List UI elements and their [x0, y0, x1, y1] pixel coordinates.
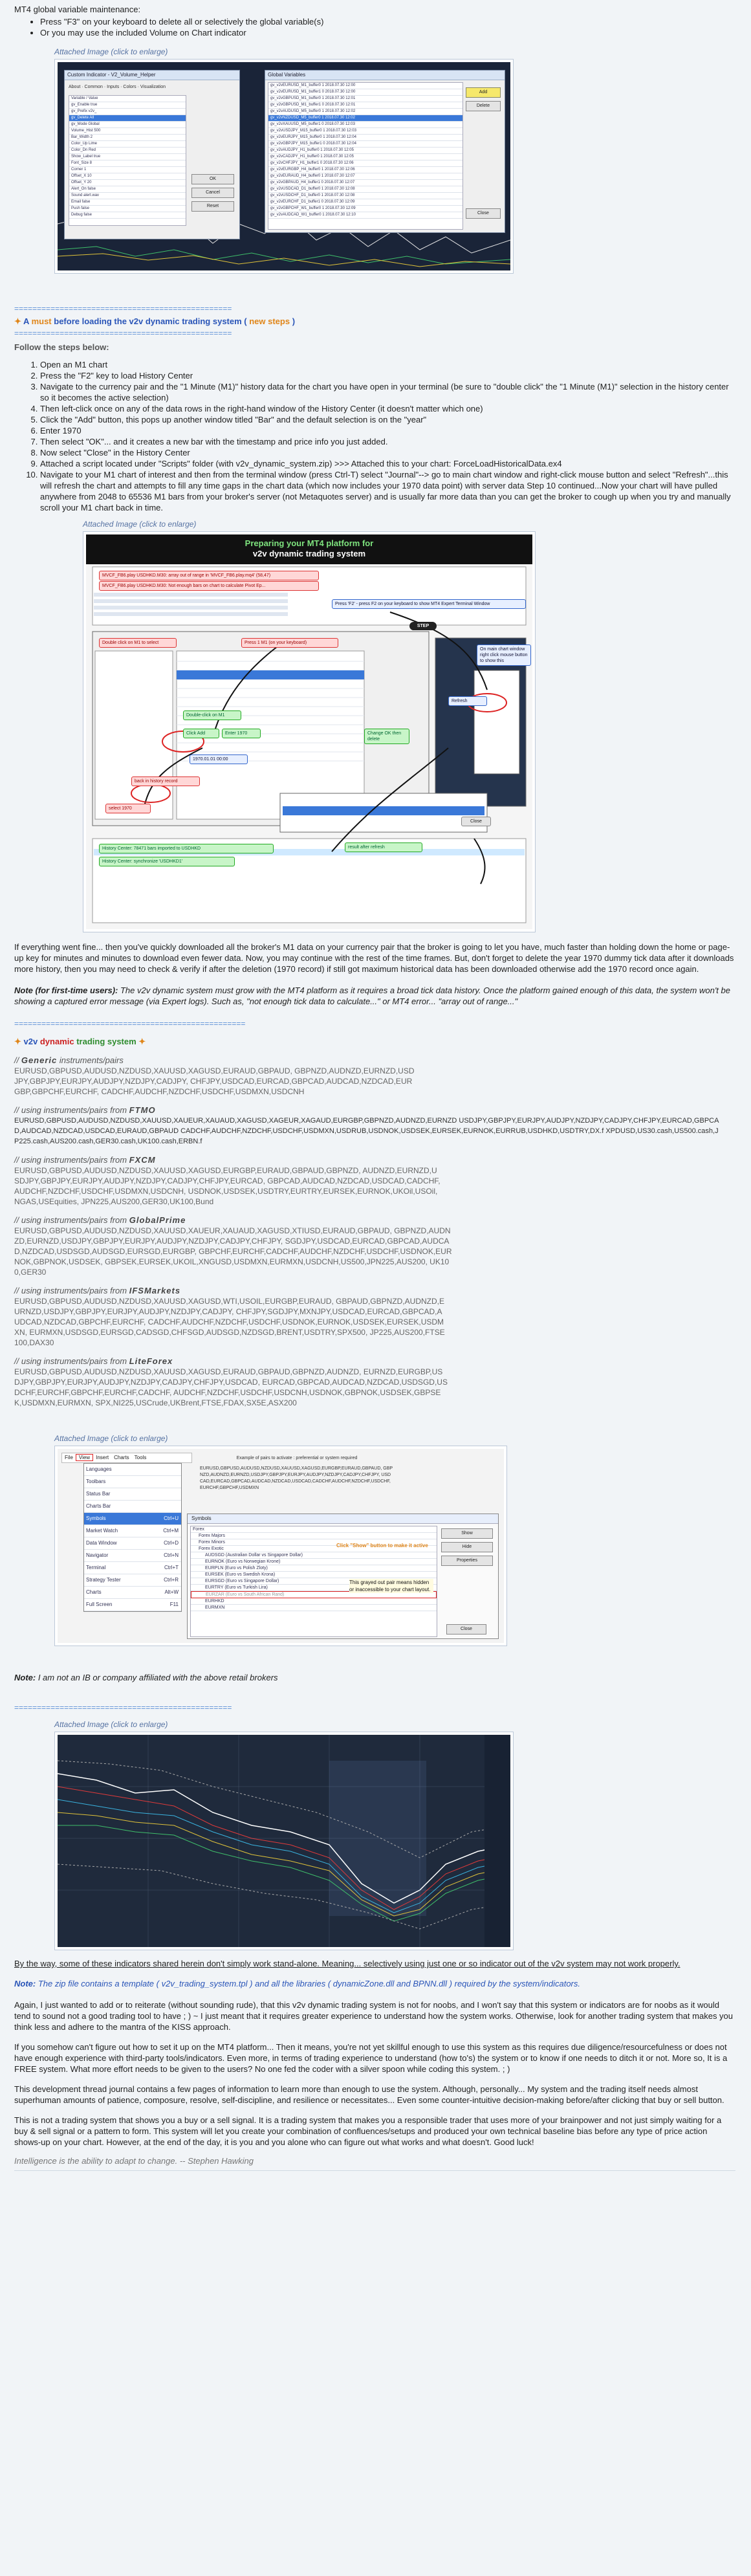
system-rest: trading system [74, 1037, 139, 1046]
list-item: • Press "F3" on your keyboard to delete all or selectively the global variable(s) [40, 16, 735, 27]
instrument-brand: FXCM [129, 1155, 156, 1165]
list-item: 8. Now select "Close" in the History Center [40, 447, 735, 458]
attachment-frame[interactable] [83, 531, 536, 932]
attachment-frame[interactable] [54, 1732, 514, 1950]
paragraph: This development thread journal contains a few pages of information to learn more than enough to use the system. Although, personally... My system and the trading itself needs almost superhuman amounts of patience, composure, resolve, self-discipline, and resilience or necessitates... Even some counter-intuitive decision-making before/after clicking that buy or sell button. [14, 2084, 724, 2105]
tree-item[interactable]: EURPLN (Euro vs Polish Zloty) [191, 1565, 437, 1572]
instrument-prefix: // using instruments/pairs from [14, 1215, 129, 1225]
note-label: Note (for first-time users): [14, 985, 118, 995]
menu-charts[interactable]: Charts [114, 1455, 129, 1460]
menu-item[interactable]: Navigator Ctrl+N [84, 1550, 181, 1562]
steps-prefix: A [23, 316, 32, 326]
steps-new: new steps [246, 316, 292, 326]
attachment-link[interactable]: Attached Image (click to enlarge) [54, 1720, 168, 1729]
instrument-heading [14, 1105, 735, 1116]
quote: Intelligence is the ability to adapt to change. -- Stephen Hawking [14, 2156, 254, 2166]
shot2-note: Enter 1970 [222, 729, 261, 738]
tree-item[interactable]: Forex [191, 1526, 437, 1533]
separator: ================================================ [14, 329, 232, 338]
zip-note [14, 1978, 735, 1989]
instrument-list: EURUSD,GBPUSD,AUDUSD,NZDUSD,XAUUSD,XAGUSD,EURGBP,EURAUD,GBPAUD,GBPNZD, AUDNZD,EURNZD,USDJPY,GBPJPY,EURJPY,AUDJPY,NZDJPY,CADJPY,CHFJPY,EURCAD, GBPCAD,AUDCAD,NZDCAD,USDCAD,CADCHF,AUDCHF,NZDCHF,USDCHF,USDMXN,USDCNH, USDNOK,USDSEK,USDTRY,EURTRY,EURSEK,EURNOK,UKOil,USOil,NGAS,USEquities, JPN225,AUS200,GER30,UK100,Bund [14, 1166, 441, 1206]
grayed-note: This grayed out pair means hidden or inaccessible to your chart layout. [349, 1579, 433, 1593]
list-item: 6. Enter 1970 [40, 425, 735, 436]
example-title: Example of pairs to activate : preferential or system required [236, 1456, 358, 1460]
close-button[interactable]: Close [446, 1624, 486, 1635]
instrument-heading [14, 1356, 735, 1367]
shot2-note: Press 1 M1 (on your keyboard) [241, 638, 338, 648]
instrument-heading [14, 1055, 735, 1066]
system-lead: v2v [23, 1037, 40, 1046]
symbols-buttons [441, 1528, 493, 1566]
example-block [200, 1455, 394, 1492]
paragraph: If you somehow can't figure out how to set it up on the MT4 platform... Then it means, you're not yet skillful enough to use this system as this requires due diligence/resourcefulness or does not have enough experience with third-party tools/indicators. Even more, in terms of trading experience to understand (how to's) the system or to know if one needs to ditch it or not. More so, It is a FREE system. What more effort needs to be given to the users? No one fed the coder with a silver spoon while coding this system. ; ) [14, 2042, 728, 2074]
attachment-1 [54, 47, 735, 274]
steps-suffix: ) [292, 316, 296, 326]
history-center-drawing [86, 534, 532, 929]
gv-table[interactable]: gv_v2vEURUSD_M1_buffer0 1 2018.07.30 12:00 gv_v2vEURUSD_M1_buffer1 0 2018.07.30 12:00 gv_v2vGBPUSD_M1_buffer0 1 2018.07.30 12:01 gv_v2vGBPUSD_M1_buffer1 0 2018.07.30 12:01 gv_v2vAUDUSD_M5_buffer0 1 2018.07.30 12:02 gv_v2vNZDUSD_M5_buffer0 1 2018.07.30 12:02 gv_v2vXAUUSD_M5_buffer1 0 2018.07.30 12:03 gv_v2vUSDJPY_M15_buffer0 1 2018.07.30 12:03 gv_v2vEURJPY_M15_buffer0 1 2018.07.30 12:04 gv_v2vGBPJPY_M15_buffer1 0 2018.07.30 12:04 gv_v2vAUDJPY_H1_buffer0 1 2018.07.30 12:05 gv_v2vCADJPY_H1_buffer0 1 2018.07.30 12:05 gv_v2vCHFJPY_H1_buffer1 0 2018.07.30 12:06 gv_v2vEURGBP_H4_buffer0 1 2018.07.30 12:06 gv_v2vEURAUD_H4_buffer0 1 2018.07.30 12:07 gv_v2vGBPAUD_H4_buffer1 0 2018.07.30 12:07 gv_v2vUSDCAD_D1_buffer0 1 2018.07.30 12:08 gv_v2vUSDCHF_D1_buffer0 1 2018.07.30 12:08 gv_v2vEURCHF_D1_buffer1 0 2018.07.30 12:09 gv_v2vGBPCHF_W1_buffer0 1 2018.07.30 12:09 gv_v2vAUDCAD_W1_buffer0 1 2018.07.30 12:10 [268, 82, 463, 230]
instrument-brand: FTMO [129, 1105, 156, 1115]
instrument-list: EURUSD,GBPUSD,AUDUSD,NZDUSD,XAUUSD,XAUEUR,XAUAUD,XAGUSD,XAGEUR,XAGAUD,EURGBP,GBPNZD,AUDNZD,EURNZD USDJPY,GBPJPY,EURJPY,AUDJPY,NZDJPY,CADJPY,CHFJPY,EURCAD,GBPCAD,AUDCAD,NZDCAD,USDCAD,EURAUD,GBPAUD CADCHF,AUDCHF,NZDCHF,USDCHF,USDMXN,USDRUB,USDNOK,USDSEK,EURSEK,EURNOK,EURRUB,USDHKD,USDTRY,DX.f XPDUSD,US30.cash,US500.cash,JP225.cash,AUS200.cash,GER30.cash,UK100.cash,ERBN.f [14, 1117, 719, 1145]
shot2-note: Double click on M1 to select [99, 638, 177, 648]
shot2-note: Change OK then delete [364, 729, 409, 744]
post-content [14, 0, 735, 2171]
properties-button[interactable]: Properties [441, 1556, 493, 1566]
menu-item[interactable]: Market Watch Ctrl+M [84, 1525, 181, 1537]
tree-item-hidden[interactable]: EURZAR (Euro vs South African Rand) [191, 1591, 437, 1598]
show-button[interactable]: Show [441, 1528, 493, 1539]
shot2-note: 1970.01.01 00:00 [190, 754, 248, 764]
note-text: The zip file contains a template ( v2v_trading_system.tpl ) and all the libraries ( dynamicZone.dll and BPNN.dll ) required by the system/indicators. [36, 1979, 580, 1988]
cancel-button[interactable]: Cancel [191, 188, 234, 198]
hide-button[interactable]: Hide [441, 1542, 493, 1552]
separator: ================================================ [14, 1703, 232, 1712]
instrument-group [14, 1055, 735, 1097]
instrument-heading [14, 1285, 735, 1296]
instrument-prefix: // using instruments/pairs from [14, 1286, 129, 1295]
menu-tools[interactable]: Tools [134, 1455, 147, 1460]
inputs-grid[interactable]: Variable / Value gv_Enable true gv_Prefix v2v_ gv_Delete All gv_Mode Global Volume_Hist 500 Bar_Width 2 Color_Up Lime Color_Dn Red Show_Label true Font_Size 8 Corner 1 Offset_X 10 Offset_Y 20 Alert_On false Sound alert.wav Email false Push false Debug false [69, 95, 186, 226]
mt4-menubar [61, 1453, 192, 1463]
instrument-group [14, 1154, 735, 1207]
paragraph: Again, I just wanted to add or to reiterate (without sounding rude), that this v2v dynamic trading system is not for noobs, and I won't say that this system or indicators are for noobs as it would tend to sound not a good trading tool to have ; ) ~ I just meant that it requires greater experience to understand how the system works. Otherwise, look for another trading system that makes you think less and adhere to the mantra of the KISS approach. [14, 2000, 734, 2032]
menu-file[interactable]: File [65, 1455, 73, 1460]
tree-item[interactable]: AUDSGD (Australian Dollar vs Singapore Dollar) [191, 1552, 437, 1559]
menu-item-symbols[interactable]: Symbols Ctrl+U [84, 1513, 181, 1525]
separator: =================================================== [14, 1019, 246, 1028]
menu-item[interactable]: Data Window Ctrl+D [84, 1537, 181, 1550]
instrument-prefix: // using instruments/pairs from [14, 1356, 129, 1366]
instrument-group [14, 1105, 735, 1147]
star-bullet-icon: ✦ [14, 1037, 21, 1046]
reset-button[interactable]: Reset [191, 201, 234, 212]
shot2-title-line1: Preparing your MT4 platform for [245, 538, 374, 548]
dialog-title: Custom Indicator - V2_Volume_Helper [65, 71, 239, 80]
tree-item[interactable]: Forex Exotic [191, 1546, 437, 1552]
list-item: 1. Open an M1 chart [40, 359, 735, 370]
instrument-brand: LiteForex [129, 1356, 173, 1366]
instrument-list: EURUSD,GBPUSD,AUDUSD,NZDUSD,XAUUSD,XAGUSD,EURAUD,GBPAUD,GBPNZD,AUDNZD, EURNZD,EURGBP,USDJPY,GBPJPY,EURJPY,AUDJPY,NZDJPY,CADJPY,CHFJPY,USDCAD, EURCAD,GBPCAD,AUDCAD,NZDCAD,USDSGD,USDCHF,EURCHF,GBPCHF,EURCHF,CADCHF, AUDCHF,NZDCHF,USDCHF,USDCNH,USDNOK,GBPNOK,USDSEK,GBPSEK,USDMXN,EURMXN, SPX,NI225,USCrude,UKBrent,FTSE,FDAX,SX5E,ASX200 [14, 1367, 448, 1407]
list-item: 7. Then select "OK"... and it creates a new bar with the timestamp and price info you just added. [40, 436, 735, 447]
attachment-frame[interactable] [54, 1446, 507, 1646]
instrument-brand: IFSMarkets [129, 1286, 181, 1295]
ib-note [14, 1672, 735, 1683]
instrument-prefix: // using instruments/pairs from [14, 1105, 129, 1115]
shot2-note: Press 'F2' - press F2 on your keyboard to show MT4 Expert Terminal Window [332, 599, 526, 609]
shot2-note: select 1970 [105, 804, 151, 813]
note-label: Note: [14, 1673, 36, 1682]
screenshot-trading-chart [58, 1735, 510, 1947]
instrument-suffix: instruments/pairs [57, 1055, 124, 1065]
menu-item[interactable]: Terminal Ctrl+T [84, 1562, 181, 1574]
attachment-4 [54, 1720, 735, 1950]
tree-item[interactable]: EURSGD (Euro vs Singapore Dollar) [191, 1578, 437, 1585]
maintenance-list [14, 16, 735, 38]
tree-item[interactable]: EURTRY (Euro vs Turkish Lira) [191, 1585, 437, 1591]
instrument-group [14, 1356, 735, 1408]
shot2-note: back in history record [131, 776, 200, 786]
menu-insert[interactable]: Insert [96, 1455, 109, 1460]
symbols-window [187, 1514, 499, 1639]
steps-heading [14, 316, 735, 327]
separator: ================================================ [14, 304, 232, 313]
note-text: The v2v dynamic system must grow with the MT4 platform as it requires a broad tick data history. Once the platform gained enough of this data, the system won't be showing a captured error message (via Expert logs). Such as, "not enough tick data to calculate..." or MT4 error... "array out of range..." [14, 985, 730, 1006]
attachment-link[interactable]: Attached Image (click to enlarge) [54, 47, 168, 56]
system-heading [14, 1036, 735, 1047]
list-item: 2. Press the "F2" key to load History Center [40, 370, 735, 381]
screenshot-global-variables [58, 62, 510, 270]
tree-item[interactable]: EURSEK (Euro vs Swedish Krona) [191, 1572, 437, 1578]
instrument-brand: GlobalPrime [129, 1215, 186, 1225]
instrument-group [14, 1285, 735, 1348]
list-item: 4. Then left-click once on any of the data rows in the right-hand window of the History Center (it doesn't matter which one) [40, 403, 735, 414]
note-label: Note: [14, 1979, 36, 1988]
tree-item[interactable]: Forex Majors [191, 1533, 437, 1539]
by-the-way: By the way, some of these indicators shared herein don't simply work stand-alone. Meaning... selectively using just one or so indicator out of the v2v system may not work properly. [14, 1959, 680, 1968]
instrument-brand: Generic [21, 1055, 58, 1065]
shot2-step-badge: STEP [409, 622, 437, 630]
instrument-heading [14, 1215, 735, 1226]
trading-chart-drawing [58, 1735, 510, 1947]
instrument-list: EURUSD,GBPUSD,AUDUSD,NZDUSD,XAUUSD,XAGUSD,WTI,USOIL,EURGBP,EURAUD, GBPAUD,GBPNZD,AUDNZD,EURNZD,USDJPY,GBPJPY,EURJPY,AUDJPY,NZDJPY,CADJPY, CHFJPY,SGDJPY,MXNJPY,USDCAD,EURCAD,GBPCAD,AUDCAD,NZDCAD,GBPCHF,EURCHF, CADCHF,AUDCHF,NZDCHF,USDCHF,USDNOK,EURNOK,USDSEK,EURSEK,USDMXN, EURMXN,USDSGD,EURSGD,CADSGD,CHFSGD,AUDSGD,NZDSGD,BRENT,USDTRY,SPX500, JP225,AUS200,FTSE100,DAX30 [14, 1297, 445, 1347]
screenshot-symbols [58, 1449, 504, 1643]
tree-item[interactable]: EURHKD [191, 1598, 437, 1605]
steps-must: must [31, 316, 52, 326]
system-dynamic: dynamic [39, 1037, 74, 1046]
menu-item[interactable]: Status Bar [84, 1488, 181, 1501]
global-variables-window [265, 70, 505, 233]
menu-item[interactable]: Languages [84, 1464, 181, 1476]
list-item: 10. Navigate to your M1 chart of interest and then from the terminal window (press Ctrl-T) select "Journal"--> go to main chart window and right-click mouse button and select "Refresh"...this will refresh the chart and attempts to fill any time gaps in the chart data (which now includes your 1970 data point) with server data Step 10 continued...Now your chart will have pulled anywhere from 2048 to 65536 M1 bars from your broker's server (not Metaquotes server) and is usually far more data than you can get the broker to cough up when you try and manually scroll your M1 chart back in time. [40, 469, 735, 513]
ok-button[interactable]: OK [191, 174, 234, 184]
gv-title: Global Variables [265, 71, 505, 80]
instrument-list: EURUSD,GBPUSD,AUDUSD,NZDUSD,XAUUSD,XAUEUR,XAUAUD,XAGUSD,XTIUSD,EURAUD,GBPAUD, GBPNZD,AUDNZD,EURNZD,USDJPY,GBPJPY,EURJPY,AUDJPY,NZDJPY,CADJPY,CHFJPY, SGDJPY,USDCAD,EURCAD,GBPCAD,AUDCAD,NZDCAD,USDSGD,AUDSGD,EURSGD,EURGBP, GBPCHF,EURCHF,CADCHF,AUDCHF,NZDCHF,USDCHF,USDNOK,EURNOK,GBPNOK,USDSEK, GBPSEK,EURSEK,UKOIL,XNGUSD,USDMXN,EURMXN,USDCNH,US500,JPN225,AUS200, UK100,GER30 [14, 1226, 452, 1277]
instrument-list: EURUSD,GBPUSD,AUDUSD,NZDUSD,XAUUSD,XAGUSD,EURAUD,GBPAUD, GBPNZD,AUDNZD,EURNZD,USDJPY,GBPJPY,EURJPY,AUDJPY,NZDJPY,CADJPY, CHFJPY,USDCAD,EURCAD,GBPCAD,AUDCAD,NZDCAD,EURGBP,GBPCHF,EURCHF, CADCHF,AUDCHF,NZDCHF,USDCHF,USDMXN,USDCNH [14, 1066, 415, 1096]
steps-list [14, 359, 735, 513]
shot2-note: MVCF_FB6.play USDHKD.M30: Not enough bars on chart to calculate Pivot Ep... [99, 581, 319, 591]
maintenance-heading: MT4 global variable maintenance: [14, 5, 141, 14]
view-menu-dropdown [83, 1463, 182, 1612]
instrument-group [14, 1215, 735, 1277]
menu-item[interactable]: Charts Bar [84, 1501, 181, 1513]
attachment-2 [83, 520, 735, 932]
dialog-buttons [191, 174, 234, 212]
list-item: 9. Attached a script located under "Scripts" folder (with v2v_dynamic_system.zip) >>> Attached this to your chart: ForceLoadHistoricalData.ex4 [40, 458, 735, 469]
shot2-note: Refresh [448, 696, 487, 706]
divider [14, 2170, 735, 2171]
shot2-note: Double-click on M1 [183, 710, 241, 720]
list-item: 3. Navigate to the currency pair and the "1 Minute (M1)" history data for the chart you have open in your terminal (be sure to "double click" the "1 Minute (M1)" selection in the history center so it becomes the active selection) [40, 381, 735, 403]
instrument-heading [14, 1154, 735, 1165]
example-text: EURUSD,GBPUSD,AUDUSD,NZDUSD,XAUUSD,XAGUSD,EURGBP,EURAUD,GBPAUD, GBPNZD,AUDNZD,EURNZD,USDJPY,GBPJPY,EURJPY,AUDJPY,NZDJPY,CADJPY,CHFJPY, USDCAD,EURCAD,GBPCAD,AUDCAD,NZDCAD,USDCAD,CADCHF,AUDCHF,NZDCHF,USDCHF, EURCHF,GBPCHF,USDMXN [200, 1466, 393, 1490]
post-paragraph: If everything went fine... then you've quickly downloaded all the broker's M1 data on your currency pair that the broker is going to let you have, much faster than holding down the home or page-up key for minutes and minutes to download even fewer data. Now, you may continue with the rest of the time frames. But, don't forget to delete the year 1970 dummy tick data after it downloads more history, then you may need to check & verify if after the deletion (1970 record) if still got maximum historical data has been downloaded otherwise add the 1970 record once again. [14, 942, 734, 974]
list-item: 5. Click the "Add" button, this pops up another window titled "Bar" and the default selection is on the "year" [40, 414, 735, 425]
paragraph: This is not a trading system that shows you a buy or a sell signal. It is a trading system that makes you a responsible trader that uses more of your brainpower and not just simply waiting for a buy & sell signal or a pattern to form. This system will let you create your combination of confluences/setups and produced your own technical baseline bias before any type of price action shows-up on your chart. However, at the end of the day, it is you and you alone who can figure out what works and what doesn't. Good luck! [14, 2115, 722, 2147]
instrument-prefix: // using instruments/pairs from [14, 1155, 129, 1165]
steps-middle: before loading the v2v dynamic trading system ( [51, 316, 247, 326]
custom-indicator-dialog [64, 70, 240, 239]
shot2-close-button[interactable]: Close [461, 817, 491, 826]
menu-item[interactable]: Strategy Tester Ctrl+R [84, 1574, 181, 1587]
gv-buttons [466, 87, 501, 219]
menu-item[interactable]: Toolbars [84, 1476, 181, 1488]
menu-item[interactable]: Full Screen F11 [84, 1599, 181, 1611]
add-button[interactable]: Add [466, 87, 501, 98]
symbols-title: Symbols [188, 1514, 498, 1524]
attachment-link[interactable]: Attached Image (click to enlarge) [83, 520, 197, 529]
shot2-note: History Center: synchronize 'USDHKD1' [99, 857, 235, 866]
star-bullet-icon: ✦ [14, 316, 21, 326]
shot2-note: History Center: 78471 bars imported to USDHKD [99, 844, 274, 853]
shot2-title-line2: v2v dynamic trading system [252, 549, 366, 558]
shot2-note: On main chart window right click mouse button to show this [477, 644, 531, 666]
note-text: I am not an IB or company affiliated with the above retail brokers [36, 1673, 278, 1682]
screenshot-history-center [86, 534, 532, 929]
instrument-prefix: // [14, 1055, 21, 1065]
list-item: • Or you may use the included Volume on Chart indicator [40, 27, 735, 38]
first-time-note [14, 985, 735, 1007]
tree-item[interactable]: EURNOK (Euro vs Norwegian Krone) [191, 1559, 437, 1565]
attachment-frame[interactable] [54, 59, 514, 274]
shot2-note: MVCF_FB6.play USDHKD.M30: array out of range in 'MVCF_FB6.play.mq4' (58,47) [99, 571, 319, 580]
star-bullet-icon: ✦ [138, 1037, 146, 1046]
close-button[interactable]: Close [466, 208, 501, 219]
follow-steps: Follow the steps below: [14, 342, 109, 352]
menu-item[interactable]: Charts Alt+W [84, 1587, 181, 1599]
tree-item[interactable]: EURMXN [191, 1605, 437, 1611]
attachment-3 [54, 1434, 735, 1646]
attachment-link[interactable]: Attached Image (click to enlarge) [54, 1434, 168, 1443]
tree-item[interactable]: Forex Minors [191, 1539, 437, 1546]
shot2-note: result after refresh [345, 842, 422, 852]
show-hint: Click "Show" button to make it active [336, 1543, 428, 1548]
delete-button[interactable]: Delete [466, 101, 501, 111]
menu-view[interactable]: View [76, 1454, 93, 1461]
shot2-note: Click Add [183, 729, 219, 738]
dialog-tabs: About · Common · Inputs · Colors · Visualization [69, 85, 166, 89]
